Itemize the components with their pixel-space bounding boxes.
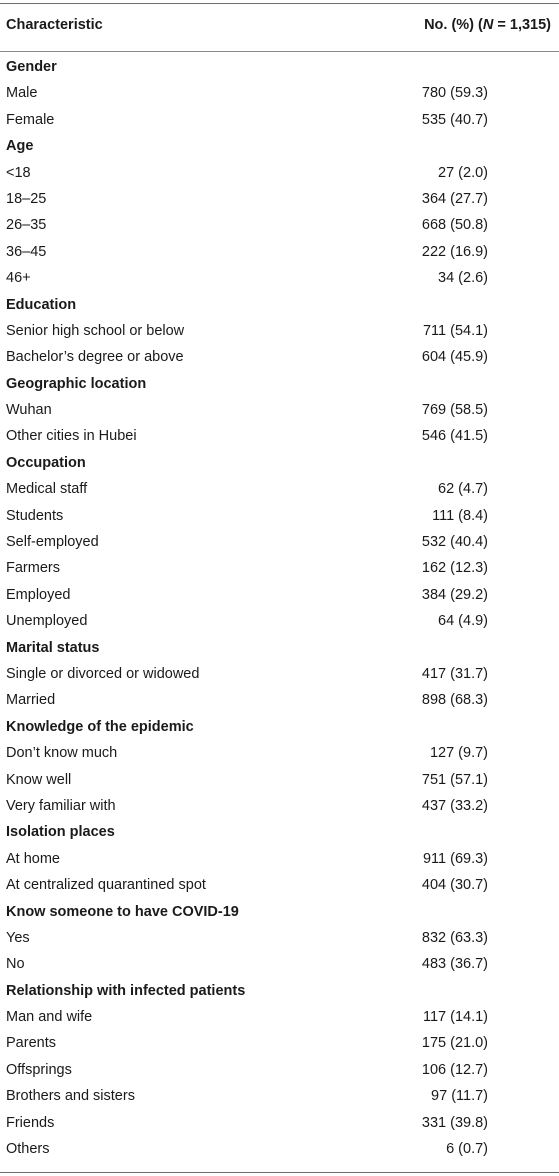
row-label: 18–25 [6,190,47,207]
row-label: Yes [6,929,30,946]
row-label: Medical staff [6,481,88,498]
row-label: No [6,956,25,973]
table-row [0,873,559,899]
table-row [0,583,559,609]
row-label: Man and wife [6,1009,93,1026]
row-value: 34 (2.6) [438,270,488,287]
section-heading: Isolation places [6,824,115,841]
row-value: 911 (69.3) [422,850,488,867]
section-heading: Marital status [6,639,100,656]
row-label: Offsprings [6,1061,72,1078]
row-value: 6 (0.7) [446,1141,488,1158]
row-label: Friends [6,1114,55,1131]
row-value: 604 (45.9) [421,349,488,366]
row-value: 711 (54.1) [422,322,488,339]
row-label: Others [6,1141,50,1158]
section-row [0,979,559,1005]
row-value: 832 (63.3) [421,929,488,946]
table-row [0,345,559,371]
row-value: 780 (59.3) [421,85,488,102]
section-row [0,900,559,926]
row-value: 404 (30.7) [421,877,488,894]
row-value: 117 (14.1) [422,1009,488,1026]
row-value: 535 (40.7) [421,111,488,128]
header-count-percent [424,17,551,33]
section-row [0,134,559,160]
table-row [0,319,559,345]
row-value: 364 (27.7) [421,190,488,207]
row-label: Wuhan [6,402,52,419]
row-value: 331 (39.8) [421,1114,488,1131]
row-value: 769 (58.5) [421,402,488,419]
row-value: 898 (68.3) [421,692,488,709]
table-header-rule [0,51,559,52]
row-value: 417 (31.7) [421,665,488,682]
table-header [0,3,559,51]
section-row [0,293,559,319]
row-label: Parents [6,1035,56,1052]
table-row [0,108,559,134]
row-value: 106 (12.7) [421,1061,488,1078]
table-row [0,424,559,450]
row-label: At home [6,850,60,867]
table-row [0,213,559,239]
table-row [0,81,559,107]
row-value: 162 (12.3) [421,560,488,577]
row-value: 111 (8.4) [432,507,488,524]
row-label: Brothers and sisters [6,1088,135,1105]
row-value: 384 (29.2) [421,586,488,603]
section-row [0,715,559,741]
table-row [0,609,559,635]
table-row [0,926,559,952]
table-row [0,952,559,978]
header-n-symbol: N [482,17,494,33]
row-value: 64 (4.9) [438,613,488,630]
row-label: Male [6,85,38,102]
table-row [0,398,559,424]
section-heading: Knowledge of the epidemic [6,718,194,735]
row-label: Know well [6,771,72,788]
row-label: 26–35 [6,217,47,234]
section-heading: Age [6,138,34,155]
row-label: Bachelor’s degree or above [6,349,184,366]
row-label: Very familiar with [6,797,116,814]
section-heading: Gender [6,59,57,75]
table-row [0,161,559,187]
row-value: 483 (36.7) [421,956,488,973]
table-row [0,266,559,292]
row-label: Farmers [6,560,60,577]
row-value: 175 (21.0) [421,1035,488,1052]
section-heading: Occupation [6,454,86,471]
table-row [0,1058,559,1084]
header-characteristic: Characteristic [6,17,103,33]
table-row [0,1111,559,1137]
row-value: 546 (41.5) [421,428,488,445]
table-row [0,530,559,556]
section-heading: Relationship with infected patients [6,982,246,999]
section-heading: Know someone to have COVID-19 [6,903,239,920]
table-row [0,1084,559,1110]
row-value: 27 (2.0) [438,164,488,181]
row-label: Single or divorced or widowed [6,665,200,682]
row-value: 668 (50.8) [421,217,488,234]
row-value: 222 (16.9) [421,243,488,260]
row-label: Married [6,692,56,709]
table-row [0,741,559,767]
row-value: 751 (57.1) [421,771,488,788]
table-row [0,1005,559,1031]
row-value: 532 (40.4) [421,534,488,551]
row-value: 127 (9.7) [429,745,488,762]
table-row [0,504,559,530]
row-label: At centralized quarantined spot [6,877,206,894]
row-label: Don’t know much [6,745,118,762]
table-body [0,55,559,1163]
section-row [0,55,559,81]
row-label: Self-employed [6,534,99,551]
row-label: Unemployed [6,613,88,630]
header-count-prefix: No. (%) ( [424,17,483,33]
row-label: Female [6,111,55,128]
table-row [0,240,559,266]
section-row [0,451,559,477]
header-count-suffix: = 1,315) [493,17,551,33]
section-heading: Geographic location [6,375,147,392]
row-value: 62 (4.7) [438,481,488,498]
table-row [0,477,559,503]
row-label: Senior high school or below [6,322,185,339]
row-value: 437 (33.2) [421,797,488,814]
row-label: Other cities in Hubei [6,428,137,445]
table-row [0,768,559,794]
table-row [0,1137,559,1163]
section-heading: Education [6,296,77,313]
table-row [0,847,559,873]
section-row [0,820,559,846]
table-row [0,688,559,714]
table-row [0,662,559,688]
table-row [0,187,559,213]
row-label: <18 [6,164,31,181]
row-label: Students [6,507,64,524]
table-bottom-rule [0,1172,559,1173]
table-row [0,794,559,820]
row-label: 46+ [6,270,31,287]
row-value: 97 (11.7) [431,1088,488,1105]
table-row [0,1031,559,1057]
row-label: Employed [6,586,71,603]
row-label: 36–45 [6,243,47,260]
table-row [0,556,559,582]
section-row [0,372,559,398]
section-row [0,636,559,662]
